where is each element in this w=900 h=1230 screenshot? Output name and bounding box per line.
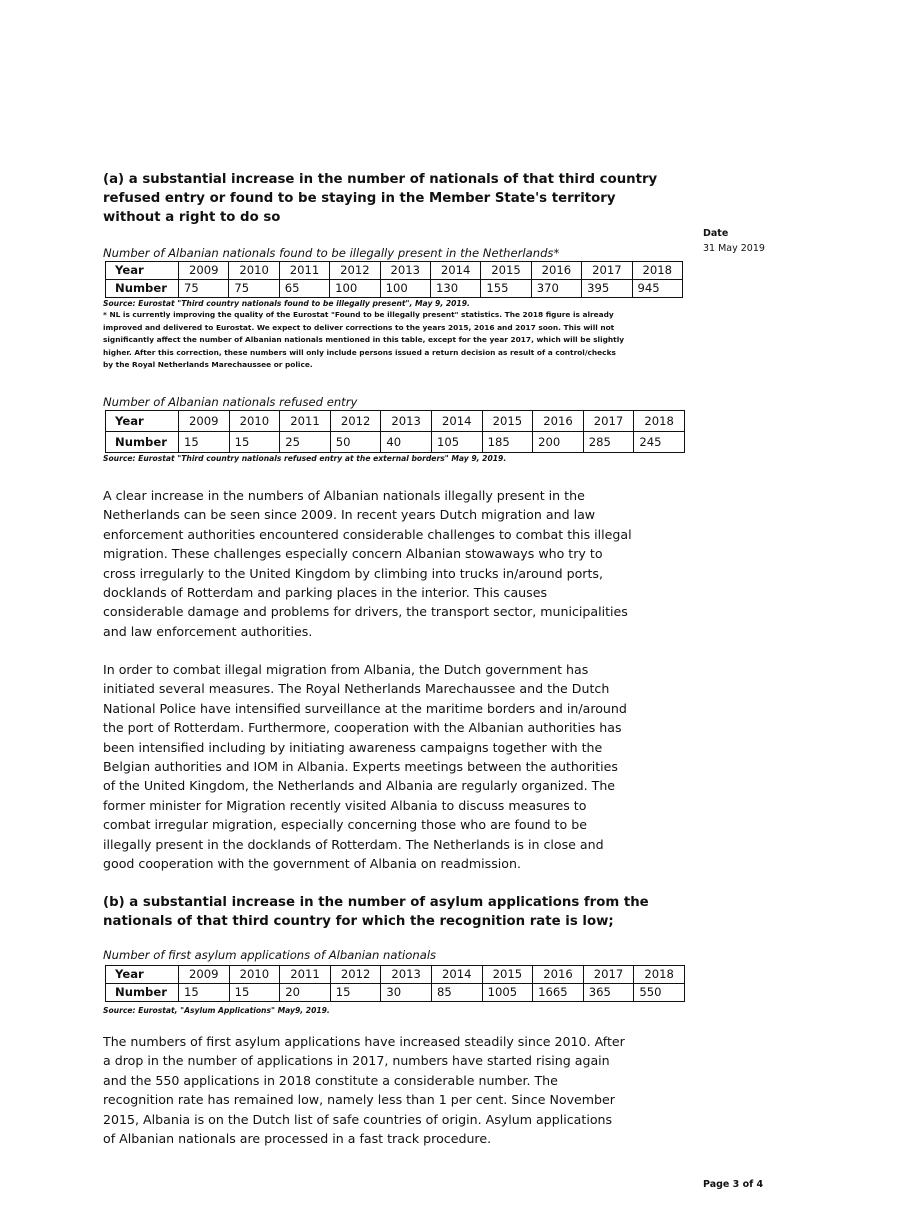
table-row-numbers [106,280,683,298]
footnote-line: higher. After this correction, these numbers will only include persons issued a return decision as result of a control/checks [103,347,616,357]
table-cell-year: 2015 [482,966,533,984]
paragraph-line: considerable damage and problems for drivers, the transport sector, municipalities [103,604,628,620]
paragraph-illegal-presence [103,486,693,641]
paragraph-line: National Police have intensified surveillance at the maritime borders and in/around [103,700,627,716]
paragraph-line: been intensified including by initiating awareness campaigns together with the [103,739,603,755]
table-cell-value: 15 [179,984,230,1002]
section-a-heading [103,170,693,227]
paragraph-asylum [103,1032,693,1148]
paragraph-line: initiated several measures. The Royal Netherlands Marechaussee and the Dutch [103,681,610,697]
table-row-header: Number [106,432,179,453]
paragraph-line: Belgian authorities and IOM in Albania. Experts meetings between the authorities [103,759,618,775]
table-cell-year: 2013 [381,966,432,984]
paragraph-line: illegally present in the docklands of Rotterdam. The Netherlands is in close and [103,836,604,852]
footnote-line: significantly affect the number of Albanian nationals mentioned in this table, except for the year 2017, which will be slightly [103,335,625,345]
table-cell-value: 1665 [533,984,584,1002]
table-cell-value: 100 [380,280,430,298]
table-refused-entry [105,410,685,453]
table-cell-year: 2017 [583,411,634,432]
table-cell-year: 2017 [582,262,632,280]
footnote-line: * NL is currently improving the quality of the Eurostat "Found to be illegally present" statistics. The 2018 figure is already [103,310,614,319]
table-cell-year: 2009 [179,411,230,432]
paragraph-line: and the 550 applications in 2018 constitute a considerable number. The [103,1072,558,1088]
table-cell-year: 2011 [279,262,329,280]
table-illegal-source: Source: Eurostat "Third country nationals found to be illegally present", May 9, 2019. [103,299,470,308]
table-cell-year: 2018 [634,966,685,984]
table-cell-year: 2013 [381,411,432,432]
paragraph-measures [103,660,693,873]
date-value: 31 May 2019 [703,243,765,254]
footnote-line: by the Royal Netherlands Marechaussee or police. [103,360,313,370]
table-cell-year: 2009 [179,966,230,984]
table-cell-year: 2011 [280,966,331,984]
section-b-heading [103,893,693,931]
table-cell-value: 285 [583,432,634,453]
table-cell-year: 2010 [229,966,280,984]
table-cell-year: 2015 [481,262,531,280]
paragraph-line: docklands of Rotterdam and parking places in the interior. This causes [103,585,548,601]
section-b-heading-line: nationals of that third country for which the recognition rate is low; [103,914,614,929]
table-row-years [106,411,685,432]
table-cell-value: 15 [179,432,230,453]
table-cell-value: 105 [431,432,482,453]
date-label: Date [703,228,729,239]
table-cell-year: 2018 [632,262,682,280]
table-cell-value: 550 [634,984,685,1002]
table-cell-value: 370 [531,280,581,298]
table-cell-value: 15 [330,984,381,1002]
table-cell-value: 1005 [482,984,533,1002]
table-row-header: Year [106,411,179,432]
paragraph-line: recognition rate has remained low, namely less than 1 per cent. Since November [103,1092,615,1108]
table-cell-year: 2017 [583,966,634,984]
table-cell-year: 2014 [431,411,482,432]
table-cell-value: 200 [533,432,584,453]
paragraph-line: Netherlands can be seen since 2009. In recent years Dutch migration and law [103,507,596,523]
paragraph-line: A clear increase in the numbers of Albanian nationals illegally present in the [103,488,585,503]
table-cell-year: 2011 [280,411,331,432]
table-cell-value: 130 [430,280,480,298]
paragraph-line: good cooperation with the government of Albania on readmission. [103,856,521,872]
document-date-block [703,226,765,256]
paragraph-line: In order to combat illegal migration from Albania, the Dutch government has [103,662,589,677]
paragraph-line: cross irregularly to the United Kingdom by climbing into trucks in/around ports, [103,565,603,581]
table-cell-year: 2015 [482,411,533,432]
table-cell-value: 25 [280,432,331,453]
paragraph-line: former minister for Migration recently visited Albania to discuss measures to [103,797,587,813]
table-cell-year: 2010 [229,262,279,280]
table-cell-value: 365 [583,984,634,1002]
table-row-years [106,966,685,984]
paragraph-line: 2015, Albania is on the Dutch list of safe countries of origin. Asylum applications [103,1111,613,1127]
table-asylum-applications [105,965,685,1002]
paragraph-line: migration. These challenges especially concern Albanian stowaways who try to [103,546,603,562]
section-a-heading-line: refused entry or found to be staying in the Member State's territory [103,191,616,206]
table-cell-value: 75 [179,280,229,298]
table-cell-value: 945 [632,280,682,298]
table-cell-value: 50 [330,432,381,453]
table-row-header: Number [106,280,179,298]
table-cell-value: 15 [229,432,280,453]
paragraph-line: the port of Rotterdam. Furthermore, cooperation with the Albanian authorities has [103,720,622,736]
table-cell-value: 85 [431,984,482,1002]
table-cell-value: 40 [381,432,432,453]
table-illegal-presence [105,261,683,298]
table-cell-year: 2014 [430,262,480,280]
table-cell-value: 20 [280,984,331,1002]
table-row-years [106,262,683,280]
table-cell-value: 15 [229,984,280,1002]
table-row-numbers [106,984,685,1002]
table-cell-year: 2014 [431,966,482,984]
table-refused-caption: Number of Albanian nationals refused entry [103,395,358,409]
table-cell-year: 2012 [330,966,381,984]
table-cell-value: 65 [279,280,329,298]
paragraph-line: combat irregular migration, especially concerning those who are found to be [103,817,587,833]
table-cell-year: 2016 [533,966,584,984]
table-cell-value: 75 [229,280,279,298]
section-a-heading-line: (a) a substantial increase in the number of nationals of that third country [103,172,658,187]
table-cell-value: 245 [634,432,685,453]
footnote-line: improved and delivered to Eurostat. We expect to deliver corrections to the years 2015, 2016 and 2017 soon. This will not [103,322,615,332]
table-cell-value: 100 [330,280,380,298]
table-cell-year: 2010 [229,411,280,432]
paragraph-line: and law enforcement authorities. [103,623,313,639]
section-a-heading-line: without a right to do so [103,210,281,225]
table-cell-value: 30 [381,984,432,1002]
table-cell-year: 2012 [330,262,380,280]
table-cell-value: 155 [481,280,531,298]
table-refused-source: Source: Eurostat "Third country nationals refused entry at the external borders" May 9, 2019. [103,454,507,463]
table-row-numbers [106,432,685,453]
table-cell-value: 185 [482,432,533,453]
table-row-header: Number [106,984,179,1002]
table-cell-year: 2013 [380,262,430,280]
paragraph-line: enforcement authorities encountered considerable challenges to combat this illegal [103,526,632,542]
table-cell-year: 2016 [531,262,581,280]
table-cell-year: 2012 [330,411,381,432]
table-illegal-footnote [103,309,693,372]
table-asylum-source: Source: Eurostat, "Asylum Applications" May9, 2019. [103,1006,330,1015]
paragraph-line: of Albanian nationals are processed in a fast track procedure. [103,1131,492,1147]
paragraph-line: a drop in the number of applications in 2017, numbers have started rising again [103,1053,610,1069]
table-cell-year: 2016 [533,411,584,432]
paragraph-line: of the United Kingdom, the Netherlands and Albania are regularly organized. The [103,778,616,794]
table-row-header: Year [106,966,179,984]
table-cell-year: 2018 [634,411,685,432]
table-cell-value: 395 [582,280,632,298]
section-b-heading-line: (b) a substantial increase in the number of asylum applications from the [103,895,649,910]
paragraph-line: The numbers of first asylum applications have increased steadily since 2010. After [103,1034,625,1049]
table-row-header: Year [106,262,179,280]
table-asylum-caption: Number of first asylum applications of Albanian nationals [103,948,437,962]
page-number: Page 3 of 4 [703,1179,764,1190]
table-illegal-caption: Number of Albanian nationals found to be illegally present in the Netherlands* [103,246,560,260]
table-cell-year: 2009 [179,262,229,280]
